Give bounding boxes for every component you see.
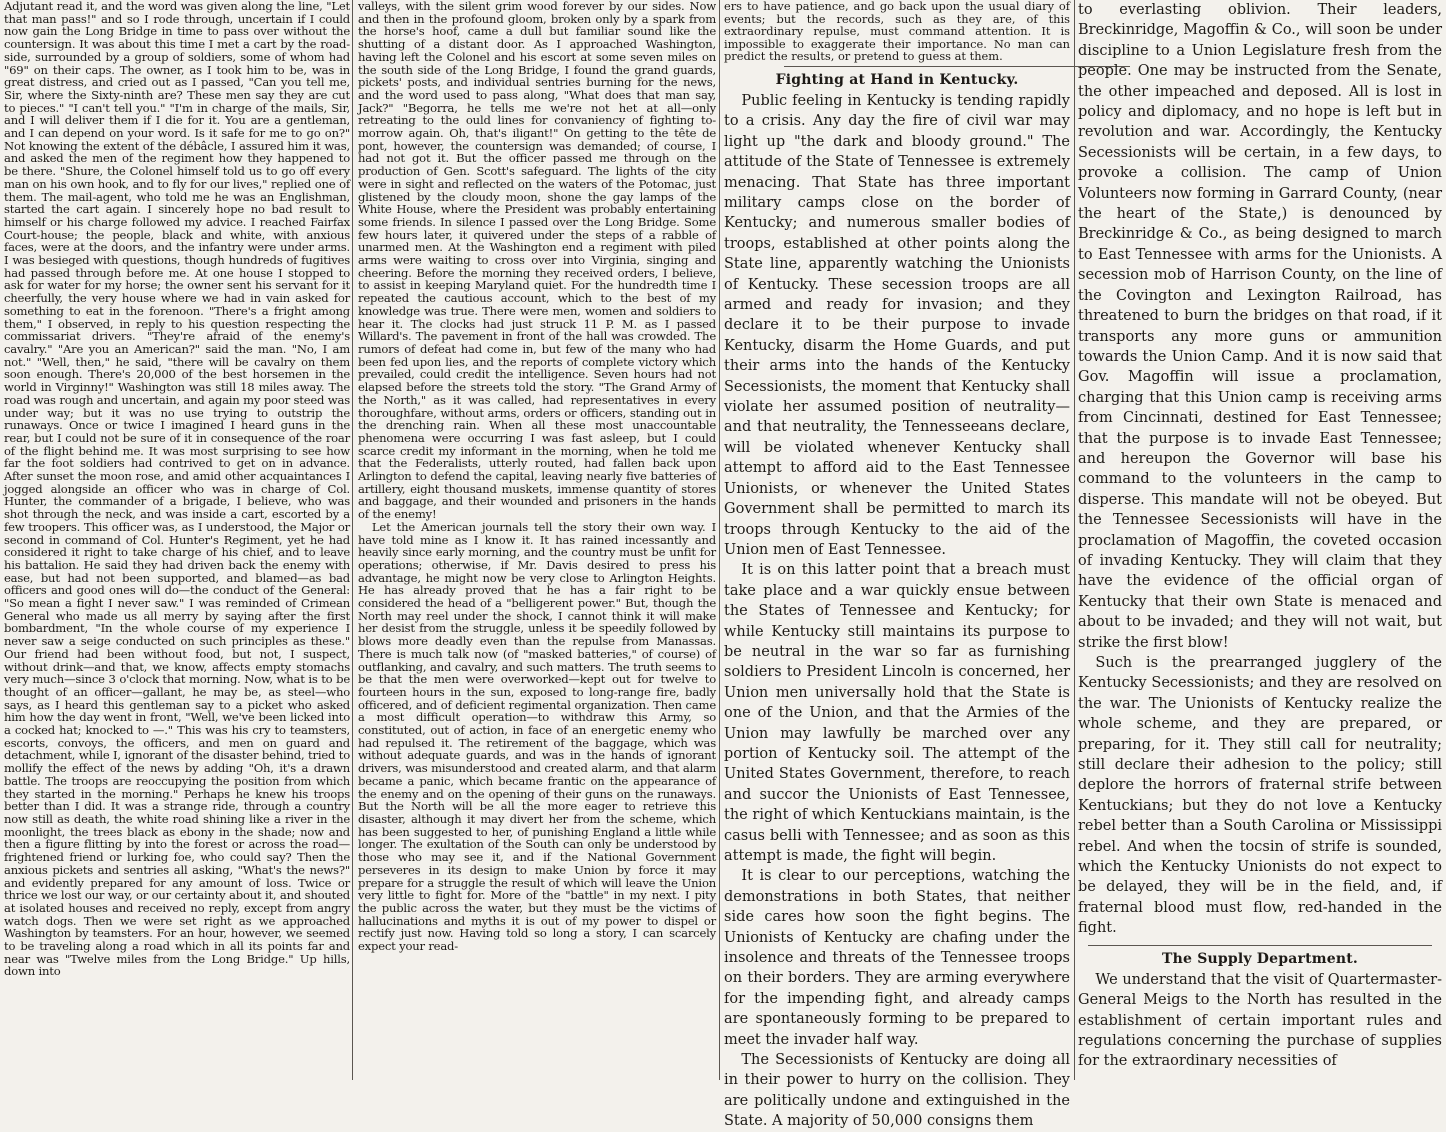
kentucky-headline: Fighting at Hand in Kentucky.	[775, 71, 1019, 88]
column-rule	[1074, 0, 1075, 1080]
column-2	[358, 0, 716, 1080]
column-3-continuation: ers to have patience, and go back upon the usual diary of events; but the records, such as they are, of this extraordinary repulse, must command attention. It is impossible to exaggerate their importance. No man can predict the results, or pretend to guess at them.	[724, 0, 1070, 64]
column-rule	[719, 0, 720, 1080]
kentucky-paragraph-4: The Secessionists of Kentucky are doing all in their power to hurry on the collision. They are politically undone and extinguished in the State. A majority of 50,000 consigns them	[724, 1052, 1070, 1130]
kentucky-paragraph-1: Public feeling in Kentucky is tending rapidly to a crisis. Any day the fire of civil war may light up "the dark and bloody ground." The attitude of the State of Tennessee is extremely menacing. That State has three important military camps close on the border of Kentucky; and numerous smaller bodies of troops, established at other points along the State line, apparently watching the Unionists of Kentucky. These secession troops are all armed and ready for invasion; and they declare it to be their purpose to invade Kentucky, disarm the Home Guards, and put their arms into the hands of the Kentucky Secessionists, the moment that Kentucky shall violate her assumed position of neutrality—and that neutrality, the Tennesseeans declare, will be violated whenever Kentucky shall attempt to afford aid to the East Tennessee Unionists, or whenever the United States Government shall be permitted to march its troops through Kentucky to the aid of the Union men of East Tennessee.	[724, 92, 1070, 558]
column-4	[1078, 0, 1442, 1080]
kentucky-paragraph-2: It is on this latter point that a breach must take place and a war quickly ensue between the States of Tennessee and Kentucky; for while Kentucky still maintains its purpose to be neutral in the war so far as furnishing soldiers to President Lincoln is concerned, her Union men universally hold that the State is one of the Union, and that the Armies of the Union may lawfully be marched over any portion of Kentucky soil. The attempt of the United States Government, therefore, to reach and succor the Unionists of East Tennessee, the right of which Kentuckians maintain, is the casus belli with Tennessee; and as soon as this attempt is made, the fight will begin.	[724, 562, 1070, 864]
supply-department-paragraph: We understand that the visit of Quartermaster-General Meigs to the North has resulted in the establishment of certain important rules and regulations concerning the purchase of supplies for the extraordinary necessities of	[1078, 971, 1442, 1070]
kentucky-continuation-2: Such is the prearranged jugglery of the Kentucky Secessionists; and they are resolved on the war. The Unionists of Kentucky realize the whole scheme, and they are prepared, or preparing, for it. They still call for neutrality; still declare their adhesion to the policy; still deplore the horrors of fraternal strife between Kentuckians; but they do not love a Kentucky rebel better than a South Carolina or Mississippi rebel. And when the tocsin of strife is sounded, which the Kentucky Unionists do not expect to be delayed, they will be in the field, and, if fraternal blood must flow, red-handed in the fight.	[1078, 655, 1442, 937]
kentucky-continuation-1: to everlasting oblivion. Their leaders, Breckinridge, Magoffin & Co., will soon be under discipline to a Union Legislature fresh from the people. One may be instructed from the Senate, the other impeached and deposed. All is lost in policy and diplomacy, and no hope is left but in revolution and war. Accordingly, the Kentucky Secessionists will be certain, in a few days, to provoke a collision. The camp of Union Volunteers now forming in Garrard County, (near the heart of the State,) is denounced by Breckinridge & Co., as being designed to march to East Tennessee with arms for the Unionists. A secession mob of Harrison County, on the line of the Covington and Lexington Railroad, has threatened to burn the bridges on that road, if it transports any more guns or ammunition towards the Union Camp. And it is now said that Gov. Magoffin will issue a proclamation, charging that this Union camp is receiving arms from Cincinnati, destined for East Tennessee; that the purpose is to invade East Tennessee; and hereupon the Governor will base his command to the volunteers in the camp to disperse. This mandate will not be obeyed. But the Tennessee Secessionists will have in the proclamation of Magoffin, the coveted occasion of invading Kentucky. They will claim that they have the evidence of the official organ of Kentucky that their own State is menaced and about to be invaded; and they will not wait, but strike the first blow!	[1078, 2, 1442, 651]
section-divider	[1088, 945, 1432, 946]
column-rule	[352, 0, 353, 1080]
column-3	[724, 0, 1070, 1130]
column-1	[4, 0, 350, 1080]
kentucky-paragraph-3: It is clear to our perceptions, watching the demonstrations in both States, that neither side cares how soon the fight begins. The Unionists of Kentucky are chafing under the insolence and threats of the Tennessee troops on their borders. They are arming everywhere for the impending fight, and already camps are spontaneously forming to be prepared to meet the invader half way.	[724, 868, 1070, 1048]
column-2-paragraph-1: valleys, with the silent grim wood forever by our sides. Now and then in the profound gloom, broken only by a spark from the horse's hoof, came a dull but familiar sound like the shutting of a distant door. As I approached Washington, having left the Colonel and his escort at some seven miles on the south side of the Long Bridge, I found the grand guards, pickets' posts, and individual sentries burning for the news, and the word used to pass along, "What does that man say, Jack?" "Begorra, he tells me we're not het at all—only retreating to the ould lines for convaniency of fighting to-morrow again. Oh, that's iligant!" On getting to the tête de pont, however, the countersign was demanded; of course, I had not got it. But the officer passed me through on the production of Gen. Scott's safeguard. The lights of the city were in sight and reflected on the waters of the Potomac, just glistened by the cloudy moon, shone the gay lamps of the White House, where the President was probably entertaining some friends. In silence I passed over the Long Bridge. Some few hours later, it quivered under the steps of a rabble of unarmed men. At the Washington end a regiment with piled arms were waiting to cross over into Virginia, singing and cheering. Before the morning they received orders, I believe, to assist in keeping Maryland quiet. For the hundredth time I repeated the cautious account, which to the best of my knowledge was true. There were men, women and soldiers to hear it. The clocks had just struck 11 P. M. as I passed Willard's. The pavement in front of the hall was crowded. The rumors of defeat had come in, but few of the many who had been fed upon lies, and the reports of complete victory which prevailed, could credit the intelligence. Seven hours had not elapsed before the streets told the story. "The Grand Army of the North," as it was called, had representatives in every thoroughfare, without arms, orders or officers, standing out in the drenching rain. When all these most unaccountable phenomena were occurring I was fast asleep, but I could scarce credit my informant in the morning, when he told me that the Federalists, utterly routed, had fallen back upon Arlington to defend the capital, leaving nearly five batteries of artillery, eight thousand muskets, immense quantity of stores and baggage, and their wounded and prisoners in the hands of the enemy!	[358, 0, 716, 522]
supply-department-headline: The Supply Department.	[1162, 950, 1358, 967]
column-2-paragraph-2: Let the American journals tell the story their own way. I have told mine as I know it. It has rained incessantly and heavily since early morning, and the country must be unfit for operations; otherwise, if Mr. Davis desired to press his advantage, he might now be very close to Arlington Heights. He has already proved that he has a fair right to be considered the head of a "belligerent power." But, though the North may reel under the shock, I cannot think it will make her desist from the struggle, unless it be speedily followed by blows more deadly even than the repulse from Manassas. There is much talk now (of "masked batteries," of course) of outflanking, and cavalry, and such matters. The truth seems to be that the men were overworked—kept out for twelve to fourteen hours in the sun, exposed to long-range fire, badly officered, and of deficient regimental organization. Then came a most difficult operation—to withdraw this Army, so constituted, out of action, in face of an energetic enemy who had repulsed it. The retirement of the baggage, which was without adequate guards, and was in the hands of ignorant drivers, was misunderstood and created alarm, and that alarm became a panic, which became frantic on the appearance of the enemy and on the opening of their guns on the runaways. But the North will be all the more eager to retrieve this disaster, although it may divert her from the scheme, which has been suggested to her, of punishing England a little while longer. The exultation of the South can only be understood by those who may see it, and if the National Government perseveres in its design to make Union by force it may prepare for a struggle the result of which will leave the Union very little to fight for. More of the "battle" in my next. I pity the public across the water, but they must be the victims of hallucinations and myths it is out of my power to dispel or rectify just now. Having told so long a story, I can scarcely expect your read-	[358, 519, 716, 954]
column-1-text: Adjutant read it, and the word was given along the line, "Let that man pass!" and so I rode through, uncertain if I could now gain the Long Bridge in time to pass over without the countersign. It was about this time I met a cart by the road-side, surrounded by a group of soldiers, some of whom had "69" on their caps. The owner, as I took him to be, was in great distress, and cried out as I passed, "Can you tell me, Sir, where the Sixty-ninth are? These men say they are cut to pieces." "I can't tell you." "I'm in charge of the mails, Sir, and I will deliver them if I die for it. You are a gentleman, and I can depend on your word. Is it safe for me to go on?" Not knowing the extent of the débâcle, I assured him it was, and asked the men of the regiment how they happened to be there. "Shure, the Colonel himself told us to go off every man on his own hook, and to fly for our lives," replied one of them. The mail-agent, who told me he was an Englishman, started the cart again. I sincerely hope no bad result to himself or his charge followed my advice. I reached Fairfax Court-house; the people, black and white, with anxious faces, were at the doors, and the infantry were under arms. I was besieged with questions, though hundreds of fugitives had passed through before me. At one house I stopped to ask for water for my horse; the owner sent his servant for it cheerfully, the very house where we had in vain asked for something to eat in the forenoon. "There's a fright among them," I observed, in reply to his question respecting the commissariat drivers. "They're afraid of the enemy's cavalry." "Are you an American?" said the man. "No, I am not." "Well, then," he said, "there will be cavalry on them soon enough. There's 20,000 of the best horsemen in the world in Virginny!" Washington was still 18 miles away. The road was rough and uncertain, and again my poor steed was under way; but it was no use trying to outstrip the runaways. Once or twice I imagined I heard guns in the rear, but I could not be sure of it in consequence of the roar of the flight behind me. It was most surprising to see how far the foot soldiers had contrived to get on in advance. After sunset the moon rose, and amid other acquaintances I jogged alongside an officer who was in charge of Col. Hunter, the commander of a brigade, I believe, who was shot through the neck, and was inside a cart, escorted by a few troopers. This officer was, as I understood, the Major or second in command of Col. Hunter's Regiment, yet he had considered it right to take charge of his chief, and to leave his battalion. He said they had driven back the enemy with ease, but had not been supported, and blamed—as bad officers and good ones will do—the conduct of the General: "So mean a fight I never saw." I was reminded of Crimean General who made us all merry by saying after the first bombardment, "In the whole course of my experience I never saw a seige conducted on such principles as these." Our friend had been without food, but not, I suspect, without drink—and that, we know, affects empty stomachs very much—since 3 o'clock that morning. Now, what is to be thought of an officer—gallant, he may be, as steel—who says, as I heard this gentleman say to a picket who asked him how the day went in front, "Well, we've been licked into a cocked hat; knocked to —." This was his cry to teamsters, escorts, convoys, the officers, and men on guard and detachment, while I, ignorant of the disaster behind, tried to mollify the effect of the news by adding "Oh, it's a drawn battle. The troops are reoccupying the position from which they started in the morning." Perhaps he knew his troops better than I did. It was a strange ride, through a country now still as death, the white road shining like a river in the moonlight, the trees black as ebony in the shade; now and then a figure flitting by into the forest or across the road—frightened friend or lurking foe, who could say? Then the anxious pickets and sentries all asking, "What's the news?" and evidently prepared for any amount of loss. Twice or thrice we lost our way, or our certainty about it, and shouted at isolated houses and received no reply, except from angry watch dogs. Then we were set right as we approached Washington by teamsters. For an hour, however, we seemed to be traveling along a road which in all its points far and near was "Twelve miles from the Long Bridge." Up hills, down into	[4, 0, 350, 979]
